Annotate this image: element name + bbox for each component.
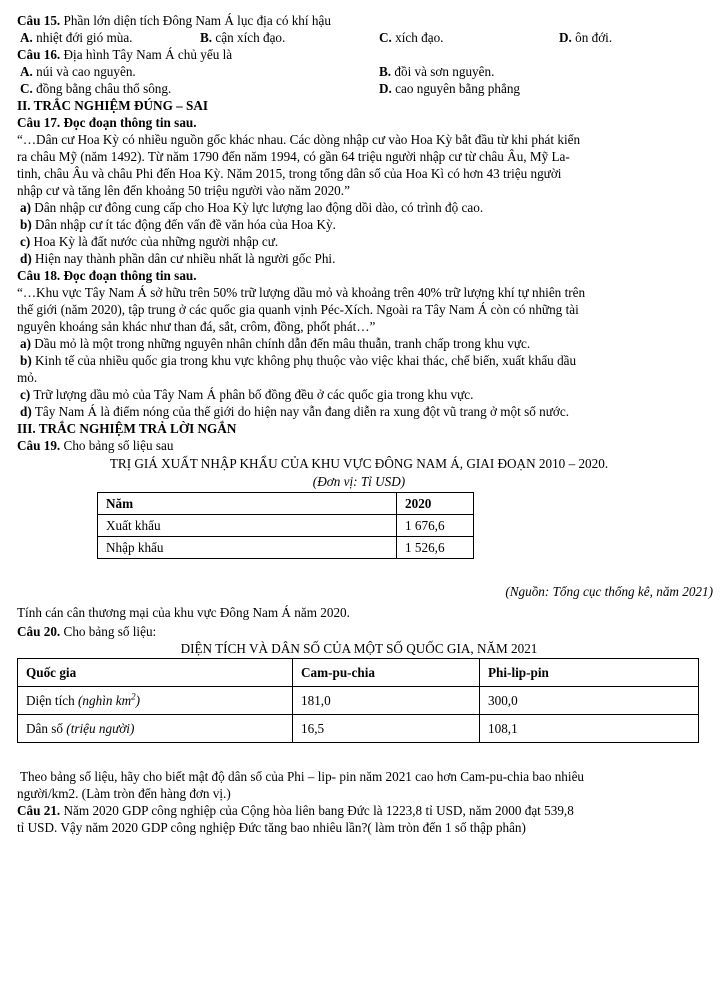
trade-table [97,492,474,559]
statement-c [17,233,701,250]
row-unit [78,693,140,708]
statement-text: Kinh tế của nhiều quốc gia trong khu vực không phụ thuộc vào việc khai thác, chế biến, xuất khẩu dầu [35,353,577,368]
question-label: Câu 15. [17,13,61,28]
row-unit-text: (nghìn km [78,693,132,708]
question-16-options-row1 [17,63,701,80]
question-title: Đọc đoạn thông tin sau. [63,268,197,283]
question-20 [17,623,701,640]
passage-line: thế giới (năm 2020), tập trung ở các quốc gia quanh vịnh Péc-Xích. Ngoài ra Tây Nam Á còn có những tài [17,302,579,317]
passage-line: tinh, châu Âu và châu Phi đến Hoa Kỳ. Năm 2015, trong tổng dân số của Hoa Kì có hơn 43 triệu người [17,166,562,181]
option-key: D. [559,30,572,45]
question-20-task-line2: người/km2. (Làm tròn đến hàng đơn vị.) [17,786,231,801]
statement-text: Dân nhập cư ít tác động đến vấn đề văn hóa của Hoa Kỳ. [35,217,336,232]
option-key: B. [379,64,392,79]
table-title: DIỆN TÍCH VÀ DÂN SỐ CỦA MỘT SỐ QUỐC GIA, NĂM 2021 [180,641,538,656]
table-unit: (Đơn vị: Tỉ USD) [312,474,406,489]
statement-d [17,403,701,420]
table-row [98,515,474,537]
table-row [18,687,699,715]
table-cell: 300,0 [480,687,699,715]
statement-text: Hoa Kỳ là đất nước của những người nhập cư. [33,234,279,249]
question-text: Năm 2020 GDP công nghiệp của Cộng hòa liên bang Đức là 1223,8 tỉ USD, năm 2000 đạt 539,8 [63,803,574,818]
passage-line: “…Dân cư Hoa Kỳ có nhiều nguồn gốc khác nhau. Các dòng nhập cư vào Hoa Kỳ bắt đầu từ khi phát kiến [17,132,581,147]
option-text: ôn đới. [575,30,613,45]
statement-key: b) [20,353,32,368]
table-header-row [98,493,474,515]
option-text: đồng bằng châu thổ sông. [36,81,172,96]
statement-key: c) [20,234,31,249]
table-source: (Nguồn: Tổng cục thống kê, năm 2021) [505,584,713,599]
statement-key: a) [20,200,31,215]
table-row [18,715,699,743]
statement-b-continued: mỏ. [17,370,38,385]
question-16-options-row2 [17,80,701,97]
passage-line: ra châu Mỹ (năm 1492). Từ năm 1790 đến năm 1994, có gần 64 triệu người nhập cư từ châu Âu, Mỹ La- [17,149,570,164]
option-key: C. [379,30,392,45]
statement-text: Dầu mỏ là một trong những nguyên nhân chính dẫn đến mâu thuẫn, tranh chấp trong khu vực. [34,336,531,351]
passage-line: nguyên khoáng sản khác như than đá, sắt, crôm, đồng, phốt phát…” [17,319,376,334]
statement-a [17,199,701,216]
statement-key: d) [20,404,32,419]
question-label: Câu 17. [17,115,61,130]
option-key: D. [379,81,392,96]
table-row [98,537,474,559]
question-18 [17,267,701,284]
table-header-cell: Quốc gia [18,659,293,687]
statement-b [17,352,701,369]
option-text: núi và cao nguyên. [36,64,136,79]
table-cell [18,715,293,743]
row-unit: (triệu người) [66,721,135,736]
question-label: Câu 20. [17,624,61,639]
statement-c [17,386,701,403]
table-cell: Xuất khẩu [98,515,397,537]
option-key: A. [20,30,33,45]
option-key: C. [20,81,33,96]
question-16 [17,46,701,63]
option-text: cao nguyên bằng phẳng [395,81,521,96]
exam-page [17,12,713,836]
table-cell: 16,5 [293,715,480,743]
question-label: Câu 19. [17,438,61,453]
question-text: Phần lớn diện tích Đông Nam Á lục địa có khí hậu [63,13,331,28]
table-header-cell: Năm [98,493,397,515]
option-key: B. [200,30,213,45]
question-label: Câu 18. [17,268,61,283]
passage-line: “…Khu vực Tây Nam Á sở hữu trên 50% trữ lượng dầu mỏ và khoảng trên 40% trữ lượng khí tự nhiên trên [17,285,586,300]
statement-key: a) [20,336,31,351]
area-population-table [17,658,699,743]
row-label: Dân số [26,721,63,736]
passage-line: nhập cư và tăng lên đến khoảng 50 triệu người vào năm 2020.” [17,183,350,198]
question-20-task-line1: Theo bảng số liệu, hãy cho biết mật độ dân số của Phi – lip- pin năm 2021 cao hơn Cam-pu-chia bao nhiêu [20,769,585,784]
question-label: Câu 16. [17,47,61,62]
question-title: Đọc đoạn thông tin sau. [63,115,197,130]
table-header-cell: Cam-pu-chia [293,659,480,687]
table-cell: 1 526,6 [397,537,474,559]
option-text: nhiệt đới gió mùa. [36,30,133,45]
section-heading-true-false: II. TRẮC NGHIỆM ĐÚNG – SAI [17,98,208,113]
section-heading-short-answer: III. TRẮC NGHIỆM TRẢ LỜI NGẮN [17,421,237,436]
table-header-row [18,659,699,687]
option-key: A. [20,64,33,79]
statement-b [17,216,701,233]
question-17 [17,114,701,131]
row-unit-close: ) [135,693,141,708]
statement-text: Trữ lượng dầu mỏ của Tây Nam Á phân bố đồng đều ở các quốc gia trong khu vực. [33,387,474,402]
statement-text: Dân nhập cư đông cung cấp cho Hoa Kỳ lực lượng lao động dồi dào, có trình độ cao. [34,200,484,215]
question-label: Câu 21. [17,803,61,818]
statement-key: b) [20,217,32,232]
statement-key: c) [20,387,31,402]
question-21 [17,802,701,819]
table-cell: 181,0 [293,687,480,715]
option-text: đồi và sơn nguyên. [394,64,495,79]
table-cell: 108,1 [480,715,699,743]
question-text: Cho bảng số liệu sau [63,438,174,453]
statement-text: Hiện nay thành phần dân cư nhiều nhất là người gốc Phi. [35,251,336,266]
statement-d [17,250,701,267]
row-label: Diện tích [26,693,75,708]
option-text: xích đạo. [395,30,444,45]
table-title: TRỊ GIÁ XUẤT NHẬP KHẨU CỦA KHU VỰC ĐÔNG NAM Á, GIAI ĐOẠN 2010 – 2020. [109,456,609,471]
option-text: cận xích đạo. [215,30,286,45]
statement-text: Tây Nam Á là điểm nóng của thế giới do hiện nay vẫn đang diễn ra xung đột vũ trang ở một số nước. [34,404,570,419]
question-19-task: Tính cán cân thương mại của khu vực Đông Nam Á năm 2020. [17,605,350,620]
question-text: Cho bảng số liệu: [63,624,157,639]
table-cell: Nhập khẩu [98,537,397,559]
table-header-cell: Phi-lip-pin [480,659,699,687]
question-15 [17,12,701,29]
question-21-line2: tỉ USD. Vậy năm 2020 GDP công nghiệp Đức tăng bao nhiêu lần?( làm tròn đến 1 số thập phân) [17,820,526,835]
table-cell: 1 676,6 [397,515,474,537]
question-19 [17,437,701,454]
question-text: Địa hình Tây Nam Á chủ yếu là [63,47,233,62]
row-unit-sup: 2 [131,691,136,702]
table-cell [18,687,293,715]
statement-key: d) [20,251,32,266]
table-header-cell: 2020 [397,493,474,515]
question-15-options [17,29,701,46]
statement-a [17,335,701,352]
